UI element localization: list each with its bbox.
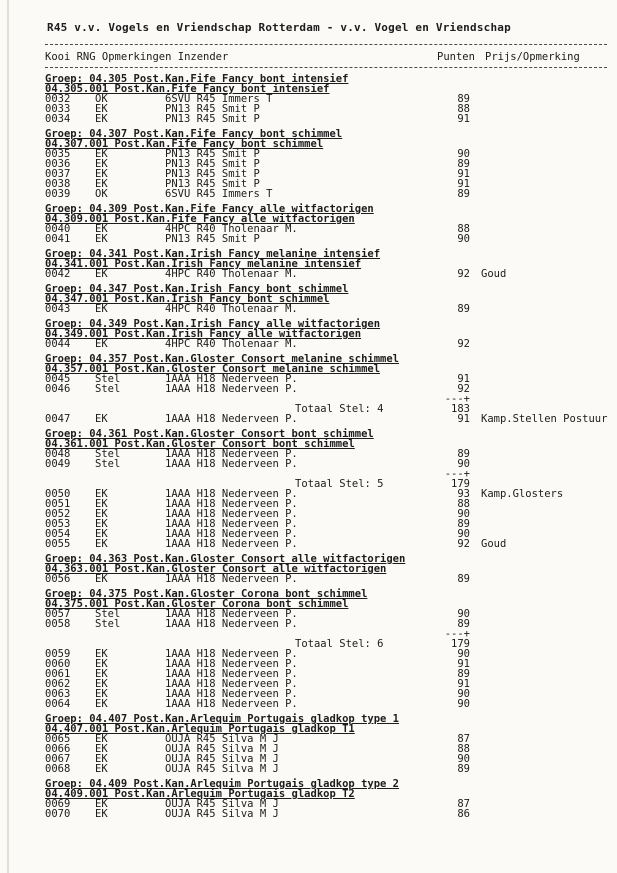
kooi-cell: 0044 — [45, 338, 71, 350]
table-row — [45, 519, 617, 529]
kooi-cell: 0064 — [45, 698, 71, 710]
kooi-cell: 0032 — [45, 93, 71, 105]
table-row — [45, 114, 617, 124]
kooi-cell: 0067 — [45, 753, 71, 765]
group-subtitle: 04.363.001 Post.Kan.Gloster Consort alle witfactorigen — [45, 563, 387, 575]
opmerkingen-cell: EK — [95, 658, 108, 670]
punten-cell: 93 — [457, 488, 470, 500]
table-row — [45, 459, 617, 469]
punten-cell: 89 — [457, 448, 470, 460]
opmerkingen-cell: EK — [95, 168, 108, 180]
inzender-cell: 4HPC R40 Tholenaar M. — [165, 268, 298, 280]
punten-cell: 90 — [457, 148, 470, 160]
punten-cell: 91 — [457, 658, 470, 670]
inzender-cell: OUJA R45 Silva M J — [165, 763, 279, 775]
group-block — [45, 554, 617, 584]
prijs-cell: Goud — [481, 538, 507, 550]
inzender-cell: PN13 R45 Smit P — [165, 168, 260, 180]
kooi-cell: 0033 — [45, 103, 71, 115]
opmerkingen-cell: EK — [95, 538, 108, 550]
opmerkingen-cell: OK — [95, 93, 108, 105]
opmerkingen-cell: EK — [95, 338, 108, 350]
kooi-cell: 0041 — [45, 233, 71, 245]
opmerkingen-cell: Stel — [95, 373, 121, 385]
opmerkingen-cell: EK — [95, 303, 108, 315]
opmerkingen-cell: EK — [95, 103, 108, 115]
dash-marker: ---+ — [444, 468, 470, 480]
group-block — [45, 204, 617, 244]
group-block — [45, 714, 617, 774]
punten-cell: 90 — [457, 698, 470, 710]
table-row — [45, 649, 617, 659]
inzender-cell: 6SVU R45 Immers T — [165, 188, 273, 200]
opmerkingen-cell: EK — [95, 508, 108, 520]
table-row — [45, 734, 617, 744]
punten-cell: 90 — [457, 233, 470, 245]
table-row — [45, 449, 617, 459]
inzender-cell: 4HPC R40 Tholenaar M. — [165, 223, 298, 235]
opmerkingen-cell: EK — [95, 233, 108, 245]
table-row — [45, 94, 617, 104]
punten-cell: 92 — [457, 338, 470, 350]
page-title: R45 v.v. Vogels en Vriendschap Rotterdam - v.v. Vogel en Vriendschap — [47, 21, 511, 34]
inzender-cell: 1AAA H18 Nederveen P. — [165, 373, 298, 385]
kooi-cell: 0068 — [45, 763, 71, 775]
group-block — [45, 319, 617, 349]
table-row — [45, 384, 617, 394]
opmerkingen-cell: EK — [95, 528, 108, 540]
kooi-cell: 0060 — [45, 658, 71, 670]
opmerkingen-cell: EK — [95, 808, 108, 820]
opmerkingen-cell: Stel — [95, 383, 121, 395]
group-subtitle: 04.409.001 Post.Kan.Arlequim Portugais gladkop T2 — [45, 788, 355, 800]
kooi-cell: 0038 — [45, 178, 71, 190]
inzender-cell: 1AAA H18 Nederveen P. — [165, 538, 298, 550]
table-row — [45, 659, 617, 669]
punten-cell: 90 — [457, 753, 470, 765]
prijs-cell: Kamp.Stellen Postuur — [481, 413, 608, 425]
dash-marker: ---+ — [444, 393, 470, 405]
kooi-cell: 0054 — [45, 528, 71, 540]
group-block — [45, 74, 617, 124]
punten-cell: 89 — [457, 303, 470, 315]
scan-edge — [7, 0, 9, 873]
punten-cell: 86 — [457, 808, 470, 820]
prijs-cell: Kamp.Glosters — [481, 488, 564, 500]
kooi-cell: 0051 — [45, 498, 71, 510]
group-title: Groep: 04.361 Post.Kan.Gloster Consort bont schimmel — [45, 428, 374, 440]
total-label: Totaal Stel: 5 — [295, 478, 384, 490]
kooi-cell: 0040 — [45, 223, 71, 235]
punten-cell: 89 — [457, 93, 470, 105]
kooi-cell: 0066 — [45, 743, 71, 755]
table-row — [45, 169, 617, 179]
inzender-cell: 1AAA H18 Nederveen P. — [165, 413, 298, 425]
punten-cell: 89 — [457, 518, 470, 530]
punten-cell: 91 — [457, 678, 470, 690]
kooi-cell: 0052 — [45, 508, 71, 520]
kooi-cell: 0039 — [45, 188, 71, 200]
divider-header-bottom — [45, 67, 607, 68]
punten-cell: 91 — [457, 413, 470, 425]
punten-cell: 92 — [457, 383, 470, 395]
group-title: Groep: 04.375 Post.Kan.Gloster Corona bont schimmel — [45, 588, 368, 600]
inzender-cell: 1AAA H18 Nederveen P. — [165, 688, 298, 700]
opmerkingen-cell: OK — [95, 188, 108, 200]
kooi-cell: 0069 — [45, 798, 71, 810]
kooi-cell: 0049 — [45, 458, 71, 470]
group-block — [45, 129, 617, 199]
table-row — [45, 619, 617, 629]
inzender-cell: 1AAA H18 Nederveen P. — [165, 573, 298, 585]
table-row — [45, 269, 617, 279]
table-row — [45, 539, 617, 549]
kooi-cell: 0047 — [45, 413, 71, 425]
kooi-cell: 0063 — [45, 688, 71, 700]
kooi-cell: 0046 — [45, 383, 71, 395]
punten-cell: 88 — [457, 103, 470, 115]
group-subtitle: 04.309.001 Post.Kan.Fife Fancy alle witfactorigen — [45, 213, 355, 225]
opmerkingen-cell: EK — [95, 413, 108, 425]
group-subtitle: 04.361.001 Post.Kan.Gloster Consort bont schimmel — [45, 438, 355, 450]
inzender-cell: PN13 R45 Smit P — [165, 233, 260, 245]
table-row — [45, 159, 617, 169]
group-title: Groep: 04.357 Post.Kan.Gloster Consort melanine schimmel — [45, 353, 400, 365]
group-title: Groep: 04.309 Post.Kan.Fife Fancy alle witfactorigen — [45, 203, 374, 215]
group-block — [45, 284, 617, 314]
table-row — [45, 224, 617, 234]
group-title: Groep: 04.409 Post.Kan.Arlequim Portugais gladkop type 2 — [45, 778, 400, 790]
kooi-cell: 0059 — [45, 648, 71, 660]
table-row — [45, 304, 617, 314]
punten-cell: 92 — [457, 268, 470, 280]
table-row — [45, 339, 617, 349]
kooi-cell: 0034 — [45, 113, 71, 125]
punten-cell: 89 — [457, 618, 470, 630]
table-row — [45, 809, 617, 819]
group-title: Groep: 04.407 Post.Kan.Arlequim Portugais gladkop type 1 — [45, 713, 400, 725]
table-row — [45, 374, 617, 384]
group-title: Groep: 04.307 Post.Kan.Fife Fancy bont schimmel — [45, 128, 343, 140]
kooi-cell: 0056 — [45, 573, 71, 585]
total-points: 179 — [451, 638, 470, 650]
punten-cell: 91 — [457, 113, 470, 125]
inzender-cell: OUJA R45 Silva M J — [165, 798, 279, 810]
punten-cell: 87 — [457, 798, 470, 810]
inzender-cell: 1AAA H18 Nederveen P. — [165, 508, 298, 520]
group-title: Groep: 04.349 Post.Kan.Irish Fancy alle witfactorigen — [45, 318, 381, 330]
punten-cell: 92 — [457, 538, 470, 550]
dash-marker: ---+ — [444, 628, 470, 640]
punten-cell: 91 — [457, 178, 470, 190]
opmerkingen-cell: Stel — [95, 618, 121, 630]
table-row — [45, 149, 617, 159]
kooi-cell: 0042 — [45, 268, 71, 280]
inzender-cell: 4HPC R40 Tholenaar M. — [165, 303, 298, 315]
opmerkingen-cell: EK — [95, 678, 108, 690]
kooi-cell: 0037 — [45, 168, 71, 180]
header-kooi-rng-opmerkingen-inzender: Kooi RNG Opmerkingen Inzender — [45, 51, 229, 63]
opmerkingen-cell: EK — [95, 688, 108, 700]
group-title: Groep: 04.363 Post.Kan.Gloster Consort alle witfactorigen — [45, 553, 406, 565]
group-block — [45, 589, 617, 709]
opmerkingen-cell: EK — [95, 648, 108, 660]
kooi-cell: 0036 — [45, 158, 71, 170]
header-punten: Punten — [437, 51, 475, 63]
opmerkingen-cell: EK — [95, 763, 108, 775]
inzender-cell: PN13 R45 Smit P — [165, 103, 260, 115]
kooi-cell: 0061 — [45, 668, 71, 680]
table-row — [45, 679, 617, 689]
group-subtitle: 04.305.001 Post.Kan.Fife Fancy bont intensief — [45, 83, 330, 95]
table-row — [45, 489, 617, 499]
table-row — [45, 799, 617, 809]
opmerkingen-cell: EK — [95, 268, 108, 280]
group-block — [45, 354, 617, 424]
group-subtitle: 04.349.001 Post.Kan.Irish Fancy alle witfactorigen — [45, 328, 362, 340]
kooi-cell: 0065 — [45, 733, 71, 745]
opmerkingen-cell: EK — [95, 223, 108, 235]
table-row — [45, 574, 617, 584]
punten-cell: 90 — [457, 648, 470, 660]
inzender-cell: 1AAA H18 Nederveen P. — [165, 698, 298, 710]
table-row — [45, 179, 617, 189]
opmerkingen-cell: EK — [95, 178, 108, 190]
inzender-cell: OUJA R45 Silva M J — [165, 808, 279, 820]
opmerkingen-cell: Stel — [95, 448, 121, 460]
opmerkingen-cell: EK — [95, 488, 108, 500]
group-subtitle: 04.407.001 Post.Kan.Arlequim Portugais gladkop T1 — [45, 723, 355, 735]
punten-cell: 88 — [457, 743, 470, 755]
punten-cell: 88 — [457, 498, 470, 510]
group-title: Groep: 04.305 Post.Kan.Fife Fancy bont intensief — [45, 73, 349, 85]
inzender-cell: 1AAA H18 Nederveen P. — [165, 608, 298, 620]
inzender-cell: PN13 R45 Smit P — [165, 113, 260, 125]
inzender-cell: 6SVU R45 Immers T — [165, 93, 273, 105]
inzender-cell: 1AAA H18 Nederveen P. — [165, 528, 298, 540]
kooi-cell: 0057 — [45, 608, 71, 620]
punten-cell: 90 — [457, 608, 470, 620]
kooi-cell: 0048 — [45, 448, 71, 460]
opmerkingen-cell: Stel — [95, 458, 121, 470]
punten-cell: 90 — [457, 528, 470, 540]
group-subtitle: 04.347.001 Post.Kan.Irish Fancy bont schimmel — [45, 293, 330, 305]
table-header — [45, 51, 617, 63]
kooi-cell: 0043 — [45, 303, 71, 315]
table-row — [45, 764, 617, 774]
inzender-cell: OUJA R45 Silva M J — [165, 733, 279, 745]
inzender-cell: 1AAA H18 Nederveen P. — [165, 383, 298, 395]
inzender-cell: 1AAA H18 Nederveen P. — [165, 448, 298, 460]
table-row — [45, 189, 617, 199]
punten-cell: 88 — [457, 223, 470, 235]
kooi-cell: 0055 — [45, 538, 71, 550]
punten-cell: 89 — [457, 158, 470, 170]
inzender-cell: PN13 R45 Smit P — [165, 148, 260, 160]
kooi-cell: 0035 — [45, 148, 71, 160]
kooi-cell: 0050 — [45, 488, 71, 500]
kooi-cell: 0045 — [45, 373, 71, 385]
total-label: Totaal Stel: 4 — [295, 403, 384, 415]
inzender-cell: 1AAA H18 Nederveen P. — [165, 668, 298, 680]
opmerkingen-cell: EK — [95, 753, 108, 765]
inzender-cell: 1AAA H18 Nederveen P. — [165, 498, 298, 510]
divider-top — [45, 44, 607, 45]
total-row — [45, 639, 617, 649]
group-block — [45, 779, 617, 819]
group-subtitle: 04.341.001 Post.Kan.Irish Fancy melanine intensief — [45, 258, 362, 270]
total-points: 179 — [451, 478, 470, 490]
opmerkingen-cell: EK — [95, 668, 108, 680]
group-block — [45, 249, 617, 279]
inzender-cell: PN13 R45 Smit P — [165, 158, 260, 170]
punten-cell: 91 — [457, 168, 470, 180]
prijs-cell: Goud — [481, 268, 507, 280]
opmerkingen-cell: EK — [95, 113, 108, 125]
table-row — [45, 689, 617, 699]
table-row — [45, 104, 617, 114]
opmerkingen-cell: EK — [95, 733, 108, 745]
inzender-cell: 1AAA H18 Nederveen P. — [165, 658, 298, 670]
inzender-cell: 1AAA H18 Nederveen P. — [165, 648, 298, 660]
inzender-cell: PN13 R45 Smit P — [165, 178, 260, 190]
header-prijs-opmerking: Prijs/Opmerking — [485, 51, 580, 63]
opmerkingen-cell: EK — [95, 743, 108, 755]
group-subtitle: 04.357.001 Post.Kan.Gloster Consort melanine schimmel — [45, 363, 381, 375]
table-row — [45, 529, 617, 539]
opmerkingen-cell: Stel — [95, 608, 121, 620]
table-row — [45, 754, 617, 764]
opmerkingen-cell: EK — [95, 518, 108, 530]
punten-cell: 91 — [457, 373, 470, 385]
punten-cell: 90 — [457, 508, 470, 520]
group-block — [45, 429, 617, 549]
opmerkingen-cell: EK — [95, 498, 108, 510]
opmerkingen-cell: EK — [95, 148, 108, 160]
punten-cell: 89 — [457, 188, 470, 200]
table-row — [45, 414, 617, 424]
table-row — [45, 234, 617, 244]
inzender-cell: 1AAA H18 Nederveen P. — [165, 518, 298, 530]
opmerkingen-cell: EK — [95, 798, 108, 810]
punten-cell: 90 — [457, 688, 470, 700]
punten-cell: 89 — [457, 573, 470, 585]
group-subtitle: 04.307.001 Post.Kan.Fife Fancy bont schimmel — [45, 138, 324, 150]
kooi-cell: 0062 — [45, 678, 71, 690]
inzender-cell: 1AAA H18 Nederveen P. — [165, 618, 298, 630]
kooi-cell: 0070 — [45, 808, 71, 820]
inzender-cell: OUJA R45 Silva M J — [165, 743, 279, 755]
total-label: Totaal Stel: 6 — [295, 638, 384, 650]
group-title: Groep: 04.347 Post.Kan.Irish Fancy bont schimmel — [45, 283, 349, 295]
group-subtitle: 04.375.001 Post.Kan.Gloster Corona bont schimmel — [45, 598, 349, 610]
opmerkingen-cell: EK — [95, 698, 108, 710]
punten-cell: 89 — [457, 763, 470, 775]
table-row — [45, 609, 617, 619]
total-points: 183 — [451, 403, 470, 415]
table-row — [45, 744, 617, 754]
table-row — [45, 669, 617, 679]
opmerkingen-cell: EK — [95, 158, 108, 170]
kooi-cell: 0053 — [45, 518, 71, 530]
inzender-cell: 1AAA H18 Nederveen P. — [165, 488, 298, 500]
punten-cell: 87 — [457, 733, 470, 745]
group-title: Groep: 04.341 Post.Kan.Irish Fancy melanine intensief — [45, 248, 381, 260]
punten-cell: 89 — [457, 668, 470, 680]
inzender-cell: OUJA R45 Silva M J — [165, 753, 279, 765]
opmerkingen-cell: EK — [95, 573, 108, 585]
groups-list — [45, 69, 617, 819]
kooi-cell: 0058 — [45, 618, 71, 630]
inzender-cell: 4HPC R40 Tholenaar M. — [165, 338, 298, 350]
table-row — [45, 509, 617, 519]
inzender-cell: 1AAA H18 Nederveen P. — [165, 458, 298, 470]
table-row — [45, 699, 617, 709]
inzender-cell: 1AAA H18 Nederveen P. — [165, 678, 298, 690]
punten-cell: 90 — [457, 458, 470, 470]
table-row — [45, 499, 617, 509]
